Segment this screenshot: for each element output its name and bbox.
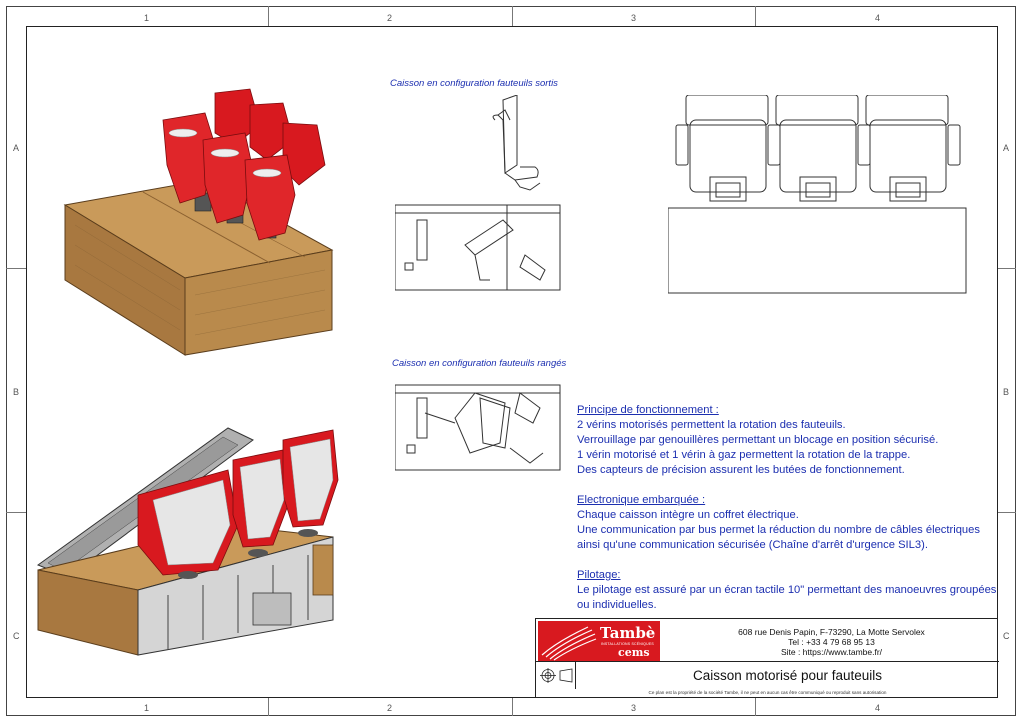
iso-view-seats-out: [55, 85, 345, 365]
electronique-title: Electronique embarquée :: [577, 494, 706, 506]
section-view-seats-out: [395, 95, 570, 295]
pilotage-title: Pilotage:: [577, 569, 621, 581]
grid-tick: [512, 698, 513, 716]
grid-col-4-bottom: 4: [875, 703, 881, 713]
grid-col-1-top: 1: [144, 13, 150, 23]
grid-tick: [998, 268, 1016, 269]
logo-name: Tambè: [600, 624, 656, 642]
description-text: [577, 403, 1007, 613]
iso-view-seats-stored: [28, 425, 348, 670]
pilotage-line: ou individuelles.: [577, 599, 657, 611]
grid-row-c-left: C: [13, 631, 20, 641]
grid-col-4-top: 4: [875, 13, 881, 23]
caption-seats-out: Caisson en configuration fauteuils sortis: [390, 78, 558, 89]
phone-line: Tel : +33 4 79 68 95 13: [788, 637, 875, 647]
grid-tick: [6, 512, 26, 513]
caption-seats-stored: Caisson en configuration fauteuils rangés: [392, 358, 567, 369]
title-row: [536, 661, 999, 689]
grid-tick: [512, 6, 513, 26]
tambe-logo: [538, 621, 660, 661]
projection-symbol-icon: [536, 662, 576, 689]
grid-row-b-right: B: [1003, 387, 1010, 397]
grid-col-2-top: 2: [387, 13, 393, 23]
principe-line: 2 vérins motorisés permettent la rotation des fauteuils.: [577, 419, 846, 431]
principe-title: Principe de fonctionnement :: [577, 404, 719, 416]
grid-tick: [268, 698, 269, 716]
logo-cems: cems: [618, 646, 650, 659]
pilotage-line: Le pilotage est assuré par un écran tactile 10" permettant des manoeuvres groupées: [577, 584, 997, 596]
section-view-seats-stored: [395, 383, 565, 475]
principe-line: Des capteurs de précision assurent les butées de fonctionnement.: [577, 464, 905, 476]
grid-tick: [268, 6, 269, 26]
grid-tick: [755, 6, 756, 26]
grid-col-3-bottom: 3: [631, 703, 637, 713]
principe-line: 1 vérin motorisé et 1 vérin à gaz permettent la rotation de la trappe.: [577, 449, 911, 461]
grid-col-2-bottom: 2: [387, 703, 393, 713]
grid-col-3-top: 3: [631, 13, 637, 23]
logo-subtitle: INSTALLATIONS SCÉNIQUES: [601, 642, 654, 646]
grid-row-a-left: A: [13, 143, 20, 153]
company-address: [664, 627, 999, 657]
principe-line: Verrouillage par genouillères permettant un blocage en position sécurisé.: [577, 434, 939, 446]
electronique-line: Une communication par bus permet la réduction du nombre de câbles électriques: [577, 524, 980, 536]
website-line: Site : https://www.tambe.fr/: [780, 647, 883, 657]
grid-col-1-bottom: 1: [144, 703, 150, 713]
grid-tick: [6, 268, 26, 269]
electronique-line: Chaque caisson intègre un coffret électrique.: [577, 509, 799, 521]
grid-row-b-left: B: [13, 387, 20, 397]
grid-row-a-right: A: [1003, 143, 1010, 153]
grid-row-c-right: C: [1003, 631, 1010, 641]
address-line: 608 rue Denis Papin, F-73290, La Motte Servolex: [738, 627, 925, 637]
grid-tick: [755, 698, 756, 716]
logo-swoosh-icon: [538, 621, 598, 661]
electronique-line: ainsi qu'une communication sécurisée (Chaîne d'arrêt d'urgence SIL3).: [577, 539, 928, 551]
drawing-title: Caisson motorisé pour fauteuils: [692, 668, 883, 683]
copyright-footer: Ce plan est la propriété de la société Tambe, il ne peut en aucun cas être communiqué ou reproduit sans autorisation: [648, 690, 887, 695]
front-elevation-view: [668, 95, 968, 295]
title-block: [535, 618, 998, 698]
